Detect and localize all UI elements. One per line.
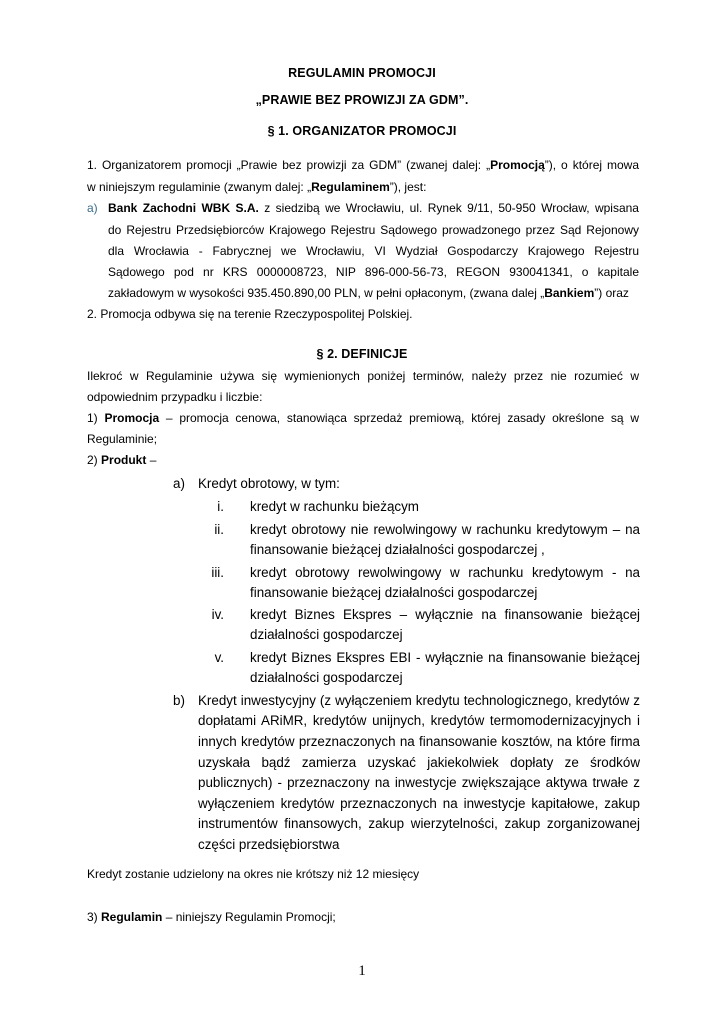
sub-item-iii-line-2: finansowanie bieżącej działalności gospodarczej [250, 585, 538, 600]
sub-item-number: v. [214, 650, 224, 665]
s1-paragraph-2: 2. Promocja odbywa się na terenie Rzeczypospolitej Polskiej. [87, 307, 413, 321]
section-1-heading: § 1. ORGANIZATOR PROMOCJI [267, 124, 457, 138]
s1-item-a-line-5: zakładowym w wysokości 935.450.890,00 PLN, w pełni opłaconym, (zwana dalej „Bankiem”) oraz [108, 286, 629, 300]
title-line-1: REGULAMIN PROMOCJI [288, 66, 436, 80]
s1-paragraph-1-line-2: w niniejszym regulaminie (zwanym dalej: „Regulaminem”), jest: [87, 180, 427, 194]
sub-item-number: ii. [214, 522, 224, 537]
sub-item-number: iv. [211, 607, 224, 622]
sub-item-number: i. [217, 499, 224, 514]
page-number: 1 [358, 963, 366, 979]
item-b-line-4: uzyskała bądź zamierza uzyskać jakiekolwiek dopłaty ze środków [198, 755, 640, 770]
s1-item-a-line-4: Sądowego pod nr KRS 0000008723, NIP 896-000-56-73, REGON 930041341, o kapitale [108, 265, 639, 279]
item-b-line-6: wyłączeniem kredytów przeznaczonych na inwestycje kapitałowe, zakup [198, 796, 640, 811]
item-b-line-7: instrumentów finansowych, zakup wierzytelności, zakup zorganizowanej [198, 816, 640, 831]
item-b-line-8: części przedsiębiorstwa [198, 837, 340, 852]
sub-item-v-line-2: działalności gospodarczej [250, 670, 403, 685]
item-b-line-5: publicznych) - przeznaczony na inwestycje zwiększające aktywa trwałe z [198, 775, 640, 790]
definition-1-line-2: Regulaminie; [87, 432, 158, 446]
s2-intro-line-1: Ilekroć w Regulaminie używa się wymienionych poniżej terminów, należy przez nie rozumieć w [87, 369, 639, 383]
s1-item-a-line-3: dla Wrocławia - Fabrycznej we Wrocławiu, VI Wydział Gospodarczy Krajowego Rejestru [108, 244, 639, 258]
sub-item-iv-line-1: kredyt Biznes Ekspres – wyłącznie na finansowanie bieżącej [250, 607, 640, 622]
s1-item-a-line-2: do Rejestru Przedsiębiorców Krajowego Rejestru Sądowego prowadzonego przez Sąd Rejonowy [108, 223, 639, 237]
item-b-line-2: dopłatami ARiMR, kredytów unijnych, kredytów termomodernizacyjnych i [198, 713, 640, 728]
sub-item-number: iii. [211, 565, 224, 580]
item-a-text: Kredyt obrotowy, w tym: [198, 476, 340, 491]
sub-item-v-line-1: kredyt Biznes Ekspres EBI - wyłącznie na finansowanie bieżącej [250, 650, 640, 665]
sub-item-iii-line-1: kredyt obrotowy rewolwingowy w rachunku kredytowym - na [250, 565, 640, 580]
sub-item-ii-line-1: kredyt obrotowy nie rewolwingowy w rachunku kredytowym – na [250, 522, 640, 537]
s2-intro-line-2: odpowiednim przypadku i liczbie: [87, 390, 263, 404]
list-marker-a: a) [87, 201, 98, 215]
sub-item-i-line-1: kredyt w rachunku bieżącym [250, 499, 419, 514]
item-b-line-3: innych kredytów przeznaczonych na finansowanie kosztów, na które firma [198, 734, 640, 749]
item-b-line-1: Kredyt inwestycyjny (z wyłączeniem kredytu technologicznego, kredytów z [198, 693, 640, 708]
section-2-heading: § 2. DEFINICJE [316, 347, 408, 361]
s1-paragraph-1-line-1: 1. Organizatorem promocji „Prawie bez prowizji za GDM” (zwanej dalej: „Promocją”), o której mowa [87, 158, 640, 172]
title-line-2: „PRAWIE BEZ PROWIZJI ZA GDM”. [255, 93, 469, 107]
credit-period-note: Kredyt zostanie udzielony na okres nie krótszy niż 12 miesięcy [87, 867, 420, 881]
item-b-label: b) [173, 693, 185, 708]
definition-3: 3) Regulamin – niniejszy Regulamin Promocji; [87, 910, 336, 924]
sub-item-iv-line-2: działalności gospodarczej [250, 627, 403, 642]
definition-1-line-1: 1) Promocja – promocja cenowa, stanowiąca sprzedaż premiową, której zasady określone są w [87, 411, 639, 425]
sub-item-ii-line-2: finansowanie bieżącej działalności gospodarczej , [250, 542, 545, 557]
item-a-label: a) [173, 476, 185, 491]
definition-2: 2) Produkt – [87, 453, 157, 467]
s1-item-a-line-1: Bank Zachodni WBK S.A. z siedzibą we Wrocławiu, ul. Rynek 9/11, 50-950 Wrocław, wpisana [108, 201, 639, 215]
